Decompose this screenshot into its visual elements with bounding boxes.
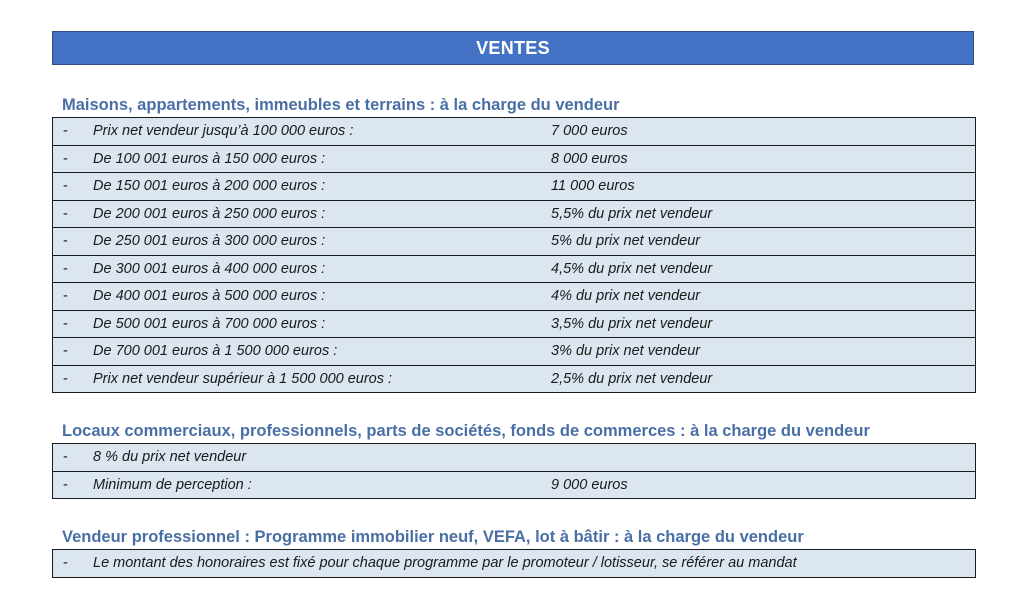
row-bullet: - (63, 205, 68, 222)
row-bullet: - (63, 150, 68, 167)
section-title: Locaux commerciaux, professionnels, parts de sociétés, fonds de commerces : à la charge du vendeur (62, 422, 870, 440)
row-value: 4% du prix net vendeur (551, 288, 701, 305)
ventes-banner (52, 31, 974, 65)
section-locaux-commerciaux (52, 419, 976, 499)
row-value: 3,5% du prix net vendeur (551, 315, 713, 332)
fee-table (52, 117, 976, 393)
table-row (53, 228, 975, 256)
row-value: 4,5% du prix net vendeur (551, 260, 713, 277)
table-row (53, 444, 975, 472)
row-label: Prix net vendeur jusqu’à 100 000 euros : (93, 123, 354, 140)
section-maisons (52, 93, 976, 393)
row-bullet: - (63, 260, 68, 277)
row-label: De 150 001 euros à 200 000 euros : (93, 178, 326, 195)
section-vendeur-professionnel (52, 525, 976, 578)
row-label: De 700 001 euros à 1 500 000 euros : (93, 343, 338, 360)
table-row (53, 550, 975, 578)
row-bullet: - (63, 288, 68, 305)
table-row (53, 146, 975, 174)
row-bullet: - (63, 315, 68, 332)
table-row (53, 366, 975, 394)
table-row (53, 201, 975, 229)
row-value: 11 000 euros (551, 178, 635, 195)
page-title: VENTES (476, 37, 550, 58)
row-bullet: - (63, 123, 68, 140)
row-label: De 500 001 euros à 700 000 euros : (93, 315, 326, 332)
row-label: Prix net vendeur supérieur à 1 500 000 euros : (93, 370, 393, 387)
row-bullet: - (63, 476, 68, 493)
row-label: De 250 001 euros à 300 000 euros : (93, 233, 326, 250)
table-row (53, 173, 975, 201)
row-bullet: - (63, 555, 68, 572)
row-bullet: - (63, 449, 68, 466)
section-title: Maisons, appartements, immeubles et terrains : à la charge du vendeur (62, 96, 620, 114)
row-value: 5% du prix net vendeur (551, 233, 701, 250)
row-label: Le montant des honoraires est fixé pour chaque programme par le promoteur / lotisseur, se référer au mandat (93, 555, 797, 572)
row-label: De 400 001 euros à 500 000 euros : (93, 288, 326, 305)
row-label: De 200 001 euros à 250 000 euros : (93, 205, 326, 222)
row-label: De 100 001 euros à 150 000 euros : (93, 150, 326, 167)
fee-table (52, 549, 976, 578)
row-value: 3% du prix net vendeur (551, 343, 701, 360)
row-value: 7 000 euros (551, 123, 628, 140)
row-bullet: - (63, 233, 68, 250)
table-row (53, 311, 975, 339)
row-value: 8 000 euros (551, 150, 628, 167)
fee-table (52, 443, 976, 499)
row-label: De 300 001 euros à 400 000 euros : (93, 260, 326, 277)
row-bullet: - (63, 178, 68, 195)
row-value: 9 000 euros (551, 476, 628, 493)
row-label: 8 % du prix net vendeur (93, 449, 247, 466)
row-bullet: - (63, 343, 68, 360)
section-title: Vendeur professionnel : Programme immobilier neuf, VEFA, lot à bâtir : à la charge du vendeur (62, 528, 804, 546)
row-value: 5,5% du prix net vendeur (551, 205, 713, 222)
table-row (53, 283, 975, 311)
row-label: Minimum de perception : (93, 476, 252, 493)
row-value: 2,5% du prix net vendeur (551, 370, 713, 387)
table-row (53, 472, 975, 500)
table-row (53, 118, 975, 146)
table-row (53, 338, 975, 366)
table-row (53, 256, 975, 284)
row-bullet: - (63, 370, 68, 387)
